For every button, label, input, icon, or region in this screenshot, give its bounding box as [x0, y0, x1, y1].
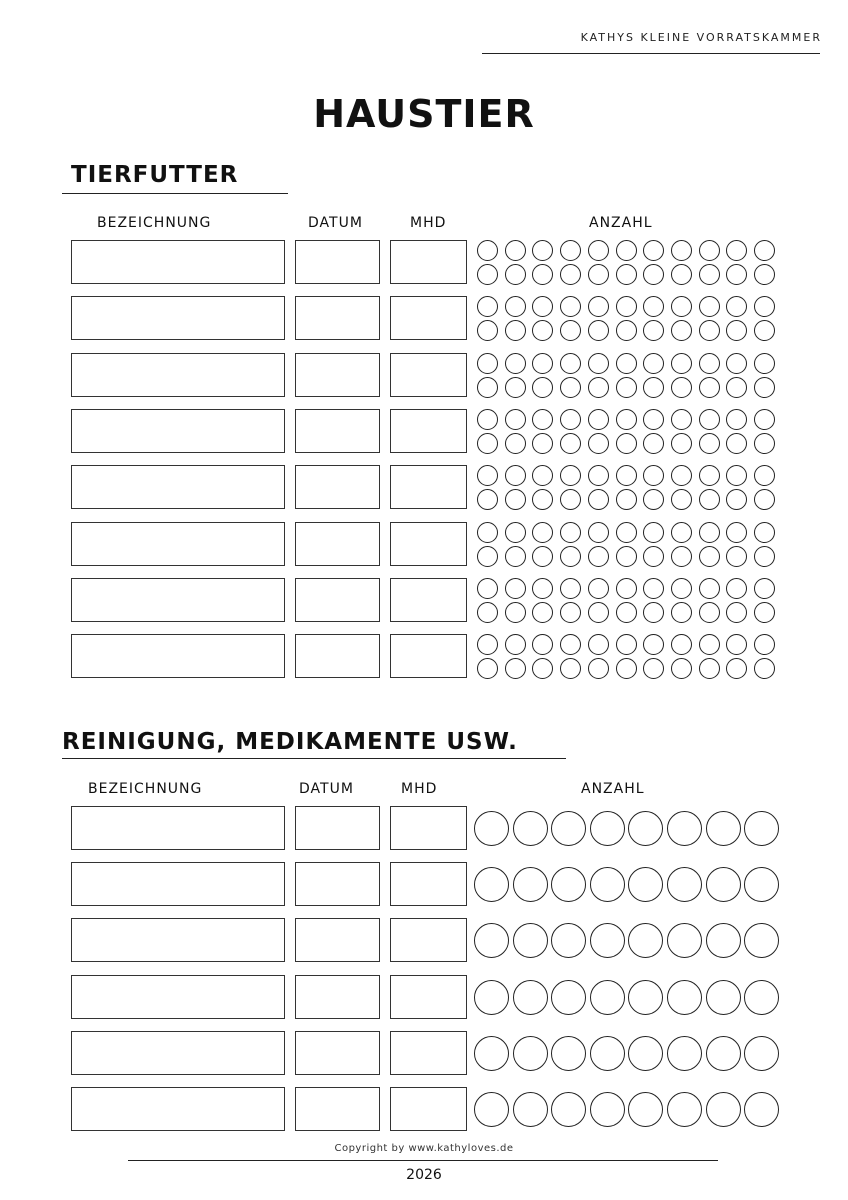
count-checkbox[interactable]: [588, 296, 609, 317]
count-checkbox[interactable]: [699, 240, 720, 261]
count-checkbox[interactable]: [706, 811, 741, 846]
count-checkbox[interactable]: [726, 546, 747, 567]
count-checkbox[interactable]: [699, 489, 720, 510]
count-checkbox[interactable]: [643, 409, 664, 430]
count-checkbox[interactable]: [754, 465, 775, 486]
count-checkbox[interactable]: [628, 1036, 663, 1071]
count-checkbox[interactable]: [532, 522, 553, 543]
column-header-date: DATUM: [308, 215, 363, 231]
copyright-text: Copyright by www.kathyloves.de: [334, 1143, 514, 1154]
name-field[interactable]: [71, 806, 285, 850]
expiry-field[interactable]: [390, 975, 467, 1019]
count-checkbox[interactable]: [671, 240, 692, 261]
count-checkbox[interactable]: [671, 465, 692, 486]
count-checkbox[interactable]: [477, 264, 498, 285]
count-checkbox[interactable]: [616, 578, 637, 599]
section-divider: [62, 758, 566, 759]
footer-divider: [128, 1160, 718, 1161]
column-header-expiry: MHD: [410, 215, 447, 231]
count-checkbox[interactable]: [616, 489, 637, 510]
count-checkbox[interactable]: [754, 433, 775, 454]
count-checkbox[interactable]: [643, 634, 664, 655]
section-title-reinigung: REINIGUNG, MEDIKAMENTE USW.: [62, 729, 518, 755]
count-checkbox[interactable]: [726, 634, 747, 655]
brand-divider: [482, 53, 820, 54]
expiry-field[interactable]: [390, 353, 467, 397]
count-checkbox[interactable]: [699, 546, 720, 567]
expiry-field[interactable]: [390, 296, 467, 340]
count-checkbox[interactable]: [477, 296, 498, 317]
count-checkbox[interactable]: [532, 602, 553, 623]
count-checkbox[interactable]: [628, 1092, 663, 1127]
count-checkbox[interactable]: [726, 320, 747, 341]
count-checkbox[interactable]: [754, 377, 775, 398]
name-field[interactable]: [71, 240, 285, 284]
count-checkbox[interactable]: [667, 811, 702, 846]
count-checkbox[interactable]: [532, 658, 553, 679]
expiry-field[interactable]: [390, 918, 467, 962]
count-checkbox[interactable]: [726, 264, 747, 285]
count-checkbox[interactable]: [726, 409, 747, 430]
count-checkbox[interactable]: [671, 658, 692, 679]
date-field[interactable]: [295, 522, 380, 566]
count-checkbox[interactable]: [699, 264, 720, 285]
count-checkbox[interactable]: [643, 296, 664, 317]
brand-name: KATHYS KLEINE VORRATSKAMMER: [580, 31, 822, 44]
name-field[interactable]: [71, 634, 285, 678]
count-checkbox[interactable]: [588, 489, 609, 510]
count-checkbox[interactable]: [477, 240, 498, 261]
count-checkbox[interactable]: [477, 433, 498, 454]
count-checkbox[interactable]: [726, 465, 747, 486]
count-checkbox[interactable]: [551, 1092, 586, 1127]
count-checkbox[interactable]: [616, 264, 637, 285]
count-checkbox[interactable]: [667, 923, 702, 958]
count-checkbox[interactable]: [671, 320, 692, 341]
count-checkbox[interactable]: [474, 867, 509, 902]
count-checkbox[interactable]: [667, 1036, 702, 1071]
count-checkbox[interactable]: [699, 353, 720, 374]
expiry-field[interactable]: [390, 409, 467, 453]
count-checkbox[interactable]: [628, 867, 663, 902]
count-checkbox[interactable]: [643, 264, 664, 285]
form-row: [0, 634, 848, 680]
name-field[interactable]: [71, 296, 285, 340]
count-checkbox[interactable]: [474, 980, 509, 1015]
count-checkbox[interactable]: [643, 578, 664, 599]
count-checkbox[interactable]: [477, 409, 498, 430]
count-checkbox[interactable]: [505, 296, 526, 317]
count-checkbox[interactable]: [726, 296, 747, 317]
count-checkbox[interactable]: [560, 409, 581, 430]
count-checkbox[interactable]: [505, 658, 526, 679]
count-checkbox[interactable]: [671, 578, 692, 599]
count-checkbox[interactable]: [477, 634, 498, 655]
count-checkbox[interactable]: [513, 1092, 548, 1127]
count-checkbox[interactable]: [560, 465, 581, 486]
count-checkbox[interactable]: [754, 296, 775, 317]
count-checkbox[interactable]: [588, 264, 609, 285]
count-checkbox[interactable]: [551, 1036, 586, 1071]
form-row: [0, 465, 848, 511]
count-checkbox[interactable]: [754, 546, 775, 567]
count-checkbox[interactable]: [616, 546, 637, 567]
form-row: [0, 353, 848, 399]
count-checkbox[interactable]: [616, 296, 637, 317]
count-checkbox[interactable]: [505, 489, 526, 510]
count-checkbox[interactable]: [560, 522, 581, 543]
count-checkbox[interactable]: [532, 296, 553, 317]
count-checkbox[interactable]: [754, 658, 775, 679]
count-checkbox[interactable]: [643, 240, 664, 261]
count-checkbox[interactable]: [588, 465, 609, 486]
count-checkbox[interactable]: [628, 811, 663, 846]
name-field[interactable]: [71, 918, 285, 962]
count-checkbox[interactable]: [505, 433, 526, 454]
count-checkbox[interactable]: [699, 296, 720, 317]
count-checkbox[interactable]: [560, 353, 581, 374]
count-checkbox[interactable]: [477, 658, 498, 679]
count-checkbox[interactable]: [699, 377, 720, 398]
count-checkbox[interactable]: [474, 1036, 509, 1071]
count-checkbox[interactable]: [477, 546, 498, 567]
count-checkbox[interactable]: [726, 353, 747, 374]
count-checkbox[interactable]: [616, 409, 637, 430]
count-checkbox[interactable]: [505, 320, 526, 341]
form-row: [0, 522, 848, 568]
form-row: [0, 862, 848, 908]
count-checkbox[interactable]: [532, 546, 553, 567]
count-checkbox[interactable]: [590, 1036, 625, 1071]
column-header-date: DATUM: [299, 781, 354, 797]
count-checkbox[interactable]: [588, 353, 609, 374]
form-row: [0, 975, 848, 1021]
count-checkbox[interactable]: [628, 923, 663, 958]
count-checkbox[interactable]: [588, 377, 609, 398]
footer-year: 2026: [406, 1167, 442, 1183]
name-field[interactable]: [71, 1031, 285, 1075]
name-field[interactable]: [71, 578, 285, 622]
count-checkbox[interactable]: [532, 353, 553, 374]
column-header-name: BEZEICHNUNG: [97, 215, 212, 231]
count-checkbox[interactable]: [560, 264, 581, 285]
date-field[interactable]: [295, 240, 380, 284]
count-checkbox[interactable]: [477, 522, 498, 543]
column-header-count: ANZAHL: [581, 781, 645, 797]
count-checkbox[interactable]: [699, 522, 720, 543]
count-checkbox[interactable]: [616, 522, 637, 543]
count-checkbox[interactable]: [474, 1092, 509, 1127]
count-checkbox[interactable]: [616, 602, 637, 623]
count-checkbox[interactable]: [474, 811, 509, 846]
count-checkbox[interactable]: [560, 240, 581, 261]
count-checkbox[interactable]: [744, 867, 779, 902]
count-checkbox[interactable]: [643, 602, 664, 623]
count-checkbox[interactable]: [744, 980, 779, 1015]
count-checkbox[interactable]: [560, 578, 581, 599]
expiry-field[interactable]: [390, 522, 467, 566]
name-field[interactable]: [71, 409, 285, 453]
date-field[interactable]: [295, 578, 380, 622]
count-checkbox[interactable]: [726, 602, 747, 623]
count-checkbox[interactable]: [706, 1092, 741, 1127]
count-checkbox[interactable]: [671, 377, 692, 398]
expiry-field[interactable]: [390, 240, 467, 284]
expiry-field[interactable]: [390, 806, 467, 850]
count-checkbox[interactable]: [588, 578, 609, 599]
date-field[interactable]: [295, 862, 380, 906]
count-checkbox[interactable]: [699, 578, 720, 599]
count-checkbox[interactable]: [477, 465, 498, 486]
date-field[interactable]: [295, 296, 380, 340]
count-checkbox[interactable]: [532, 465, 553, 486]
expiry-field[interactable]: [390, 634, 467, 678]
count-checkbox[interactable]: [588, 602, 609, 623]
count-checkbox[interactable]: [726, 489, 747, 510]
form-row: [0, 296, 848, 342]
count-checkbox[interactable]: [588, 240, 609, 261]
count-checkbox[interactable]: [671, 433, 692, 454]
count-checkbox[interactable]: [505, 240, 526, 261]
count-checkbox[interactable]: [560, 433, 581, 454]
count-checkbox[interactable]: [744, 811, 779, 846]
form-row: [0, 918, 848, 964]
name-field[interactable]: [71, 1087, 285, 1131]
count-checkbox[interactable]: [560, 489, 581, 510]
name-field[interactable]: [71, 353, 285, 397]
count-checkbox[interactable]: [590, 980, 625, 1015]
count-checkbox[interactable]: [699, 658, 720, 679]
column-header-count: ANZAHL: [589, 215, 653, 231]
form-row: [0, 1031, 848, 1077]
count-checkbox[interactable]: [699, 433, 720, 454]
count-checkbox[interactable]: [706, 867, 741, 902]
count-checkbox[interactable]: [643, 377, 664, 398]
count-checkbox[interactable]: [551, 980, 586, 1015]
count-checkbox[interactable]: [667, 867, 702, 902]
date-field[interactable]: [295, 1031, 380, 1075]
count-checkbox[interactable]: [505, 522, 526, 543]
count-checkbox[interactable]: [505, 602, 526, 623]
count-checkbox[interactable]: [643, 465, 664, 486]
count-checkbox[interactable]: [744, 1092, 779, 1127]
count-checkbox[interactable]: [513, 867, 548, 902]
count-checkbox[interactable]: [628, 980, 663, 1015]
count-checkbox[interactable]: [671, 546, 692, 567]
count-checkbox[interactable]: [699, 465, 720, 486]
count-checkbox[interactable]: [588, 433, 609, 454]
count-checkbox[interactable]: [505, 264, 526, 285]
count-checkbox[interactable]: [477, 353, 498, 374]
count-checkbox[interactable]: [474, 923, 509, 958]
count-checkbox[interactable]: [754, 489, 775, 510]
count-checkbox[interactable]: [505, 353, 526, 374]
expiry-field[interactable]: [390, 1031, 467, 1075]
count-checkbox[interactable]: [590, 867, 625, 902]
count-checkbox[interactable]: [588, 409, 609, 430]
count-checkbox[interactable]: [671, 296, 692, 317]
expiry-field[interactable]: [390, 862, 467, 906]
expiry-field[interactable]: [390, 465, 467, 509]
count-checkbox[interactable]: [699, 320, 720, 341]
expiry-field[interactable]: [390, 1087, 467, 1131]
count-checkbox[interactable]: [643, 522, 664, 543]
count-checkbox[interactable]: [505, 377, 526, 398]
count-checkbox[interactable]: [671, 264, 692, 285]
date-field[interactable]: [295, 975, 380, 1019]
count-checkbox[interactable]: [616, 658, 637, 679]
count-checkbox[interactable]: [671, 489, 692, 510]
expiry-field[interactable]: [390, 578, 467, 622]
count-checkbox[interactable]: [477, 489, 498, 510]
count-checkbox[interactable]: [513, 923, 548, 958]
count-checkbox[interactable]: [754, 264, 775, 285]
count-checkbox[interactable]: [505, 578, 526, 599]
count-checkbox[interactable]: [754, 240, 775, 261]
count-checkbox[interactable]: [477, 578, 498, 599]
count-checkbox[interactable]: [513, 811, 548, 846]
name-field[interactable]: [71, 465, 285, 509]
count-checkbox[interactable]: [505, 409, 526, 430]
count-checkbox[interactable]: [616, 320, 637, 341]
count-checkbox[interactable]: [588, 522, 609, 543]
name-field[interactable]: [71, 862, 285, 906]
count-checkbox[interactable]: [590, 811, 625, 846]
form-row: [0, 1087, 848, 1133]
count-checkbox[interactable]: [560, 658, 581, 679]
count-checkbox[interactable]: [560, 634, 581, 655]
count-checkbox[interactable]: [643, 658, 664, 679]
count-checkbox[interactable]: [754, 634, 775, 655]
count-checkbox[interactable]: [560, 296, 581, 317]
form-row: [0, 806, 848, 852]
count-checkbox[interactable]: [505, 634, 526, 655]
column-header-expiry: MHD: [401, 781, 438, 797]
column-header-name: BEZEICHNUNG: [88, 781, 203, 797]
count-checkbox[interactable]: [699, 409, 720, 430]
count-checkbox[interactable]: [754, 578, 775, 599]
section-title-tierfutter: TIERFUTTER: [71, 162, 239, 188]
count-checkbox[interactable]: [726, 522, 747, 543]
count-checkbox[interactable]: [671, 634, 692, 655]
date-field[interactable]: [295, 409, 380, 453]
count-checkbox[interactable]: [532, 240, 553, 261]
count-checkbox[interactable]: [754, 409, 775, 430]
count-checkbox[interactable]: [588, 320, 609, 341]
count-checkbox[interactable]: [671, 409, 692, 430]
count-checkbox[interactable]: [643, 546, 664, 567]
count-checkbox[interactable]: [667, 1092, 702, 1127]
count-checkbox[interactable]: [699, 634, 720, 655]
count-checkbox[interactable]: [532, 264, 553, 285]
count-checkbox[interactable]: [590, 923, 625, 958]
count-checkbox[interactable]: [513, 980, 548, 1015]
count-checkbox[interactable]: [706, 923, 741, 958]
count-checkbox[interactable]: [616, 465, 637, 486]
name-field[interactable]: [71, 522, 285, 566]
date-field[interactable]: [295, 1087, 380, 1131]
count-checkbox[interactable]: [744, 1036, 779, 1071]
form-row: [0, 409, 848, 455]
count-checkbox[interactable]: [560, 377, 581, 398]
count-checkbox[interactable]: [699, 602, 720, 623]
count-checkbox[interactable]: [667, 980, 702, 1015]
count-checkbox[interactable]: [671, 522, 692, 543]
count-checkbox[interactable]: [532, 377, 553, 398]
count-checkbox[interactable]: [754, 353, 775, 374]
count-checkbox[interactable]: [726, 240, 747, 261]
count-checkbox[interactable]: [754, 522, 775, 543]
count-checkbox[interactable]: [560, 546, 581, 567]
count-checkbox[interactable]: [532, 433, 553, 454]
count-checkbox[interactable]: [616, 634, 637, 655]
count-checkbox[interactable]: [744, 923, 779, 958]
count-checkbox[interactable]: [706, 980, 741, 1015]
count-checkbox[interactable]: [616, 377, 637, 398]
form-row: [0, 240, 848, 286]
count-checkbox[interactable]: [726, 658, 747, 679]
count-checkbox[interactable]: [505, 465, 526, 486]
count-checkbox[interactable]: [588, 658, 609, 679]
count-checkbox[interactable]: [588, 546, 609, 567]
section-divider: [62, 193, 288, 194]
count-checkbox[interactable]: [560, 602, 581, 623]
count-checkbox[interactable]: [706, 1036, 741, 1071]
count-checkbox[interactable]: [551, 811, 586, 846]
date-field[interactable]: [295, 806, 380, 850]
date-field[interactable]: [295, 918, 380, 962]
count-checkbox[interactable]: [726, 578, 747, 599]
count-checkbox[interactable]: [726, 433, 747, 454]
count-checkbox[interactable]: [754, 320, 775, 341]
count-checkbox[interactable]: [643, 353, 664, 374]
form-row: [0, 578, 848, 624]
name-field[interactable]: [71, 975, 285, 1019]
count-checkbox[interactable]: [616, 433, 637, 454]
count-checkbox[interactable]: [513, 1036, 548, 1071]
count-checkbox[interactable]: [532, 320, 553, 341]
count-checkbox[interactable]: [532, 634, 553, 655]
page-title: HAUSTIER: [313, 92, 535, 136]
count-checkbox[interactable]: [643, 320, 664, 341]
count-checkbox[interactable]: [532, 409, 553, 430]
count-checkbox[interactable]: [726, 377, 747, 398]
count-checkbox[interactable]: [477, 602, 498, 623]
count-checkbox[interactable]: [551, 923, 586, 958]
count-checkbox[interactable]: [560, 320, 581, 341]
count-checkbox[interactable]: [477, 320, 498, 341]
date-field[interactable]: [295, 634, 380, 678]
count-checkbox[interactable]: [616, 240, 637, 261]
date-field[interactable]: [295, 465, 380, 509]
count-checkbox[interactable]: [477, 377, 498, 398]
count-checkbox[interactable]: [551, 867, 586, 902]
count-checkbox[interactable]: [590, 1092, 625, 1127]
date-field[interactable]: [295, 353, 380, 397]
count-checkbox[interactable]: [532, 578, 553, 599]
count-checkbox[interactable]: [532, 489, 553, 510]
count-checkbox[interactable]: [505, 546, 526, 567]
count-checkbox[interactable]: [643, 489, 664, 510]
count-checkbox[interactable]: [671, 353, 692, 374]
count-checkbox[interactable]: [588, 634, 609, 655]
count-checkbox[interactable]: [643, 433, 664, 454]
count-checkbox[interactable]: [754, 602, 775, 623]
count-checkbox[interactable]: [671, 602, 692, 623]
count-checkbox[interactable]: [616, 353, 637, 374]
